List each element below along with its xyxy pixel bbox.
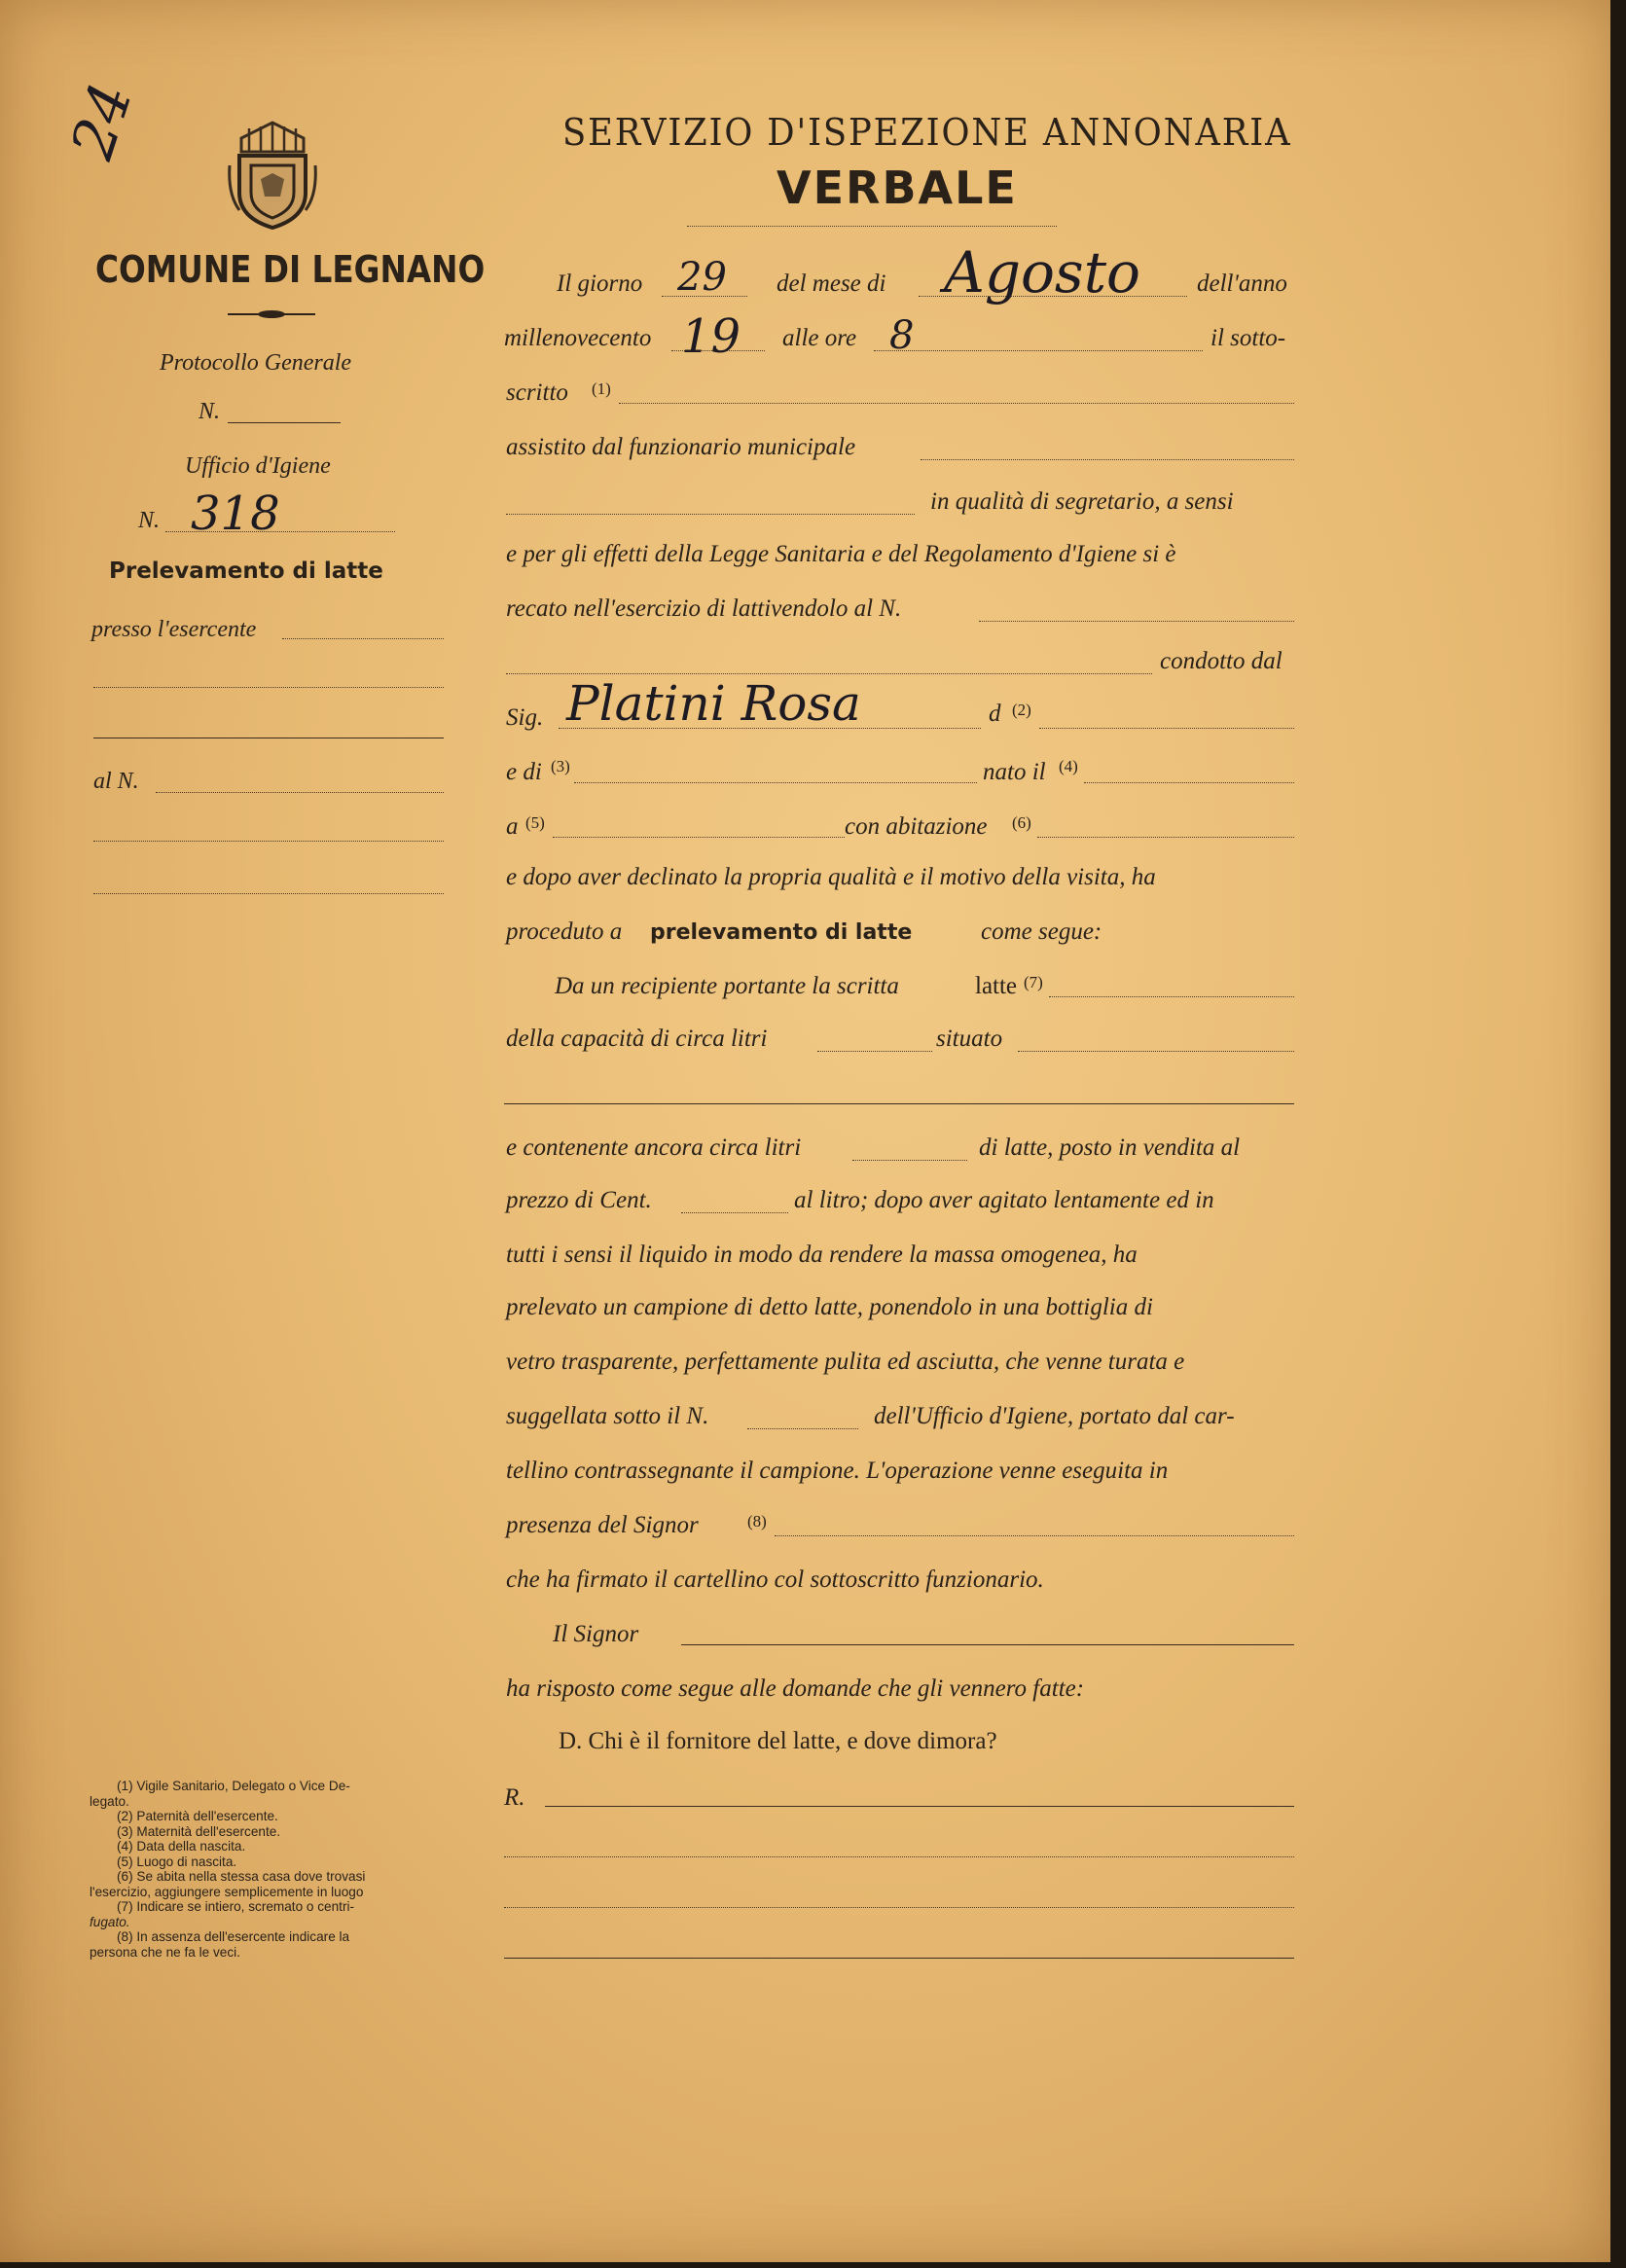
footnote-7b: fugato. — [90, 1914, 130, 1929]
giorno-handwritten: 29 — [677, 255, 727, 300]
nascita-data-line — [1084, 782, 1294, 783]
presso-line-2 — [93, 687, 444, 688]
l14-note-7: (7) — [1024, 973, 1043, 991]
l2-millenovecento: millenovecento — [504, 325, 652, 351]
l15-situato: situato — [936, 1026, 1003, 1052]
segretario-line — [506, 514, 915, 515]
situato-continuation-line — [504, 1103, 1294, 1104]
footnote-6b: l'esercizio, aggiungere semplicemente in luogo — [90, 1884, 364, 1899]
l11-note-6: (6) — [1012, 813, 1031, 832]
protocollo-number-label: N. — [199, 399, 221, 424]
l2-sotto: il sotto- — [1210, 325, 1286, 351]
corner-handwritten-number: 24 — [58, 75, 147, 167]
l15-capacita: della capacità di circa litri — [506, 1026, 768, 1052]
maternita-line — [574, 782, 977, 783]
nome-handwritten: Platini Rosa — [566, 675, 861, 732]
verbale-title: VERBALE — [777, 162, 1018, 214]
l17-contenente: e contenente ancora circa litri — [506, 1134, 802, 1161]
l12-declinato: e dopo aver declinato la propria qualità e il motivo della visita, ha — [506, 864, 1156, 890]
l18-prezzo: prezzo di Cent. — [506, 1187, 652, 1213]
l26-signor: Il Signor — [553, 1621, 639, 1647]
l14-recipiente: Da un recipiente portante la scritta — [555, 973, 899, 999]
l9-d: d — [989, 701, 1001, 727]
l28-domanda: D. Chi è il fornitore del latte, e dove dimora? — [559, 1728, 997, 1754]
l6-legge: e per gli effetti della Legge Sanitaria e del Regolamento d'Igiene si è — [506, 541, 1176, 567]
l9-note-2: (2) — [1012, 701, 1031, 719]
verbale-underline — [687, 226, 1057, 227]
l10-edi: e di — [506, 759, 542, 785]
esercizio-address-line — [506, 673, 1152, 674]
luogo-nascita-line — [553, 837, 845, 838]
risposta-line-3 — [504, 1907, 1294, 1908]
l17-vendita: di latte, posto in vendita al — [979, 1134, 1241, 1161]
l11-abitazione: con abitazione — [845, 813, 988, 840]
prezzo-line — [681, 1212, 788, 1213]
l1-anno-label: dell'anno — [1197, 270, 1287, 297]
l3-scritto: scritto — [506, 379, 568, 406]
footnote-8: (8) In assenza dell'esercente indicare la — [117, 1929, 350, 1944]
ufficio-label: Ufficio d'Igiene — [185, 453, 331, 479]
footnote-3: (3) Maternità dell'esercente. — [117, 1823, 281, 1839]
ufficio-handwritten-number: 318 — [191, 486, 280, 541]
l11-a: a — [506, 813, 519, 840]
l3-note-1: (1) — [592, 379, 611, 398]
l9-sig: Sig. — [506, 704, 544, 731]
comune-title: COMUNE DI LEGNANO — [95, 248, 486, 291]
l13-come-segue: come segue: — [981, 918, 1102, 945]
risposta-line-1 — [545, 1806, 1294, 1807]
esercizio-number-line — [979, 621, 1294, 622]
l13-prelevamento-bold: prelevamento di latte — [650, 920, 913, 945]
l22-ufficio: dell'Ufficio d'Igiene, portato dal car- — [874, 1403, 1235, 1429]
ufficio-number-label: N. — [138, 508, 161, 533]
risposta-line-2 — [504, 1856, 1294, 1857]
footnote-1b: legato. — [90, 1793, 129, 1809]
mese-handwritten: Agosto — [944, 239, 1140, 306]
al-n-line-2 — [93, 841, 444, 842]
l5-segretario: in qualità di segretario, a sensi — [930, 488, 1234, 515]
ore-line — [874, 350, 1203, 351]
signor-line — [681, 1644, 1294, 1645]
sigillo-number-line — [747, 1428, 858, 1429]
l14-latte: latte — [975, 973, 1018, 999]
al-n-line-3 — [93, 893, 444, 894]
footnotes-block — [90, 1779, 450, 1960]
footnote-7: (7) Indicare se intiero, scremato o centri- — [117, 1899, 355, 1914]
l25-firmato: che ha firmato il cartellino col sottoscritto funzionario. — [506, 1566, 1044, 1593]
abitazione-line — [1037, 837, 1294, 838]
footnote-5: (5) Luogo di nascita. — [117, 1854, 237, 1869]
service-title: SERVIZIO D'ISPEZIONE ANNONARIA — [562, 111, 1292, 154]
protocollo-label: Protocollo Generale — [160, 350, 352, 376]
l23-cartellino: tellino contrassegnante il campione. L'operazione venne eseguita in — [506, 1458, 1169, 1484]
l10-nato: nato il — [983, 759, 1046, 785]
l19-sensi: tutti i sensi il liquido in modo da rendere la massa omogenea, ha — [506, 1242, 1138, 1268]
l1-giorno-label: Il giorno — [557, 270, 643, 297]
l1-mese-label: del mese di — [777, 270, 886, 297]
coat-of-arms-emblem — [226, 117, 319, 232]
protocollo-number-line — [228, 422, 341, 423]
presenza-line — [775, 1535, 1294, 1536]
anno-handwritten: 19 — [681, 309, 741, 364]
l11-note-5: (5) — [525, 813, 545, 832]
footnote-1: (1) Vigile Sanitario, Delegato o Vice De- — [117, 1779, 350, 1793]
l21-vetro: vetro trasparente, perfettamente pulita ed asciutta, che venne turata e — [506, 1349, 1185, 1375]
capacita-line — [817, 1051, 932, 1052]
l24-note-8: (8) — [747, 1512, 767, 1530]
l18-agitato: al litro; dopo aver agitato lentamente ed in — [794, 1187, 1214, 1213]
ore-handwritten: 8 — [889, 313, 915, 358]
l7-recato: recato nell'esercizio di lattivendolo al N. — [506, 595, 902, 622]
scritta-line — [1049, 996, 1294, 997]
l8-condotto: condotto dal — [1160, 648, 1283, 674]
funzionario-line — [921, 459, 1294, 460]
footnote-2: (2) Paternità dell'esercente. — [117, 1809, 278, 1823]
risposta-line-4 — [504, 1958, 1294, 1959]
presso-line-1 — [282, 638, 444, 639]
presso-label: presso l'esercente — [91, 617, 257, 642]
footnote-6: (6) Se abita nella stessa casa dove trovasi — [117, 1869, 366, 1884]
l10-note-4: (4) — [1059, 757, 1078, 775]
paternita-line — [1039, 728, 1294, 729]
al-n-line-1 — [156, 792, 444, 793]
litri-rimasti-line — [852, 1160, 967, 1161]
l4-assistito: assistito dal funzionario municipale — [506, 434, 856, 460]
l27-risposto: ha risposto come segue alle domande che gli vennero fatte: — [506, 1675, 1085, 1702]
l22-suggellata: suggellata sotto il N. — [506, 1403, 709, 1429]
ornamental-rule — [228, 307, 315, 321]
al-n-label: al N. — [93, 769, 139, 794]
l2-ore-label: alle ore — [782, 325, 857, 351]
situato-line — [1018, 1051, 1294, 1052]
footnote-8b: persona che ne fa le veci. — [90, 1944, 240, 1960]
prelevamento-heading: Prelevamento di latte — [109, 558, 383, 584]
l24-presenza: presenza del Signor — [506, 1512, 699, 1538]
scritto-line — [619, 403, 1294, 404]
l13-proceduto: proceduto a — [506, 918, 623, 945]
l29-risposta: R. — [504, 1784, 525, 1811]
l20-prelevato: prelevato un campione di detto latte, ponendolo in una bottiglia di — [506, 1294, 1153, 1320]
footnote-4: (4) Data della nascita. — [117, 1839, 246, 1854]
l10-note-3: (3) — [551, 757, 570, 775]
